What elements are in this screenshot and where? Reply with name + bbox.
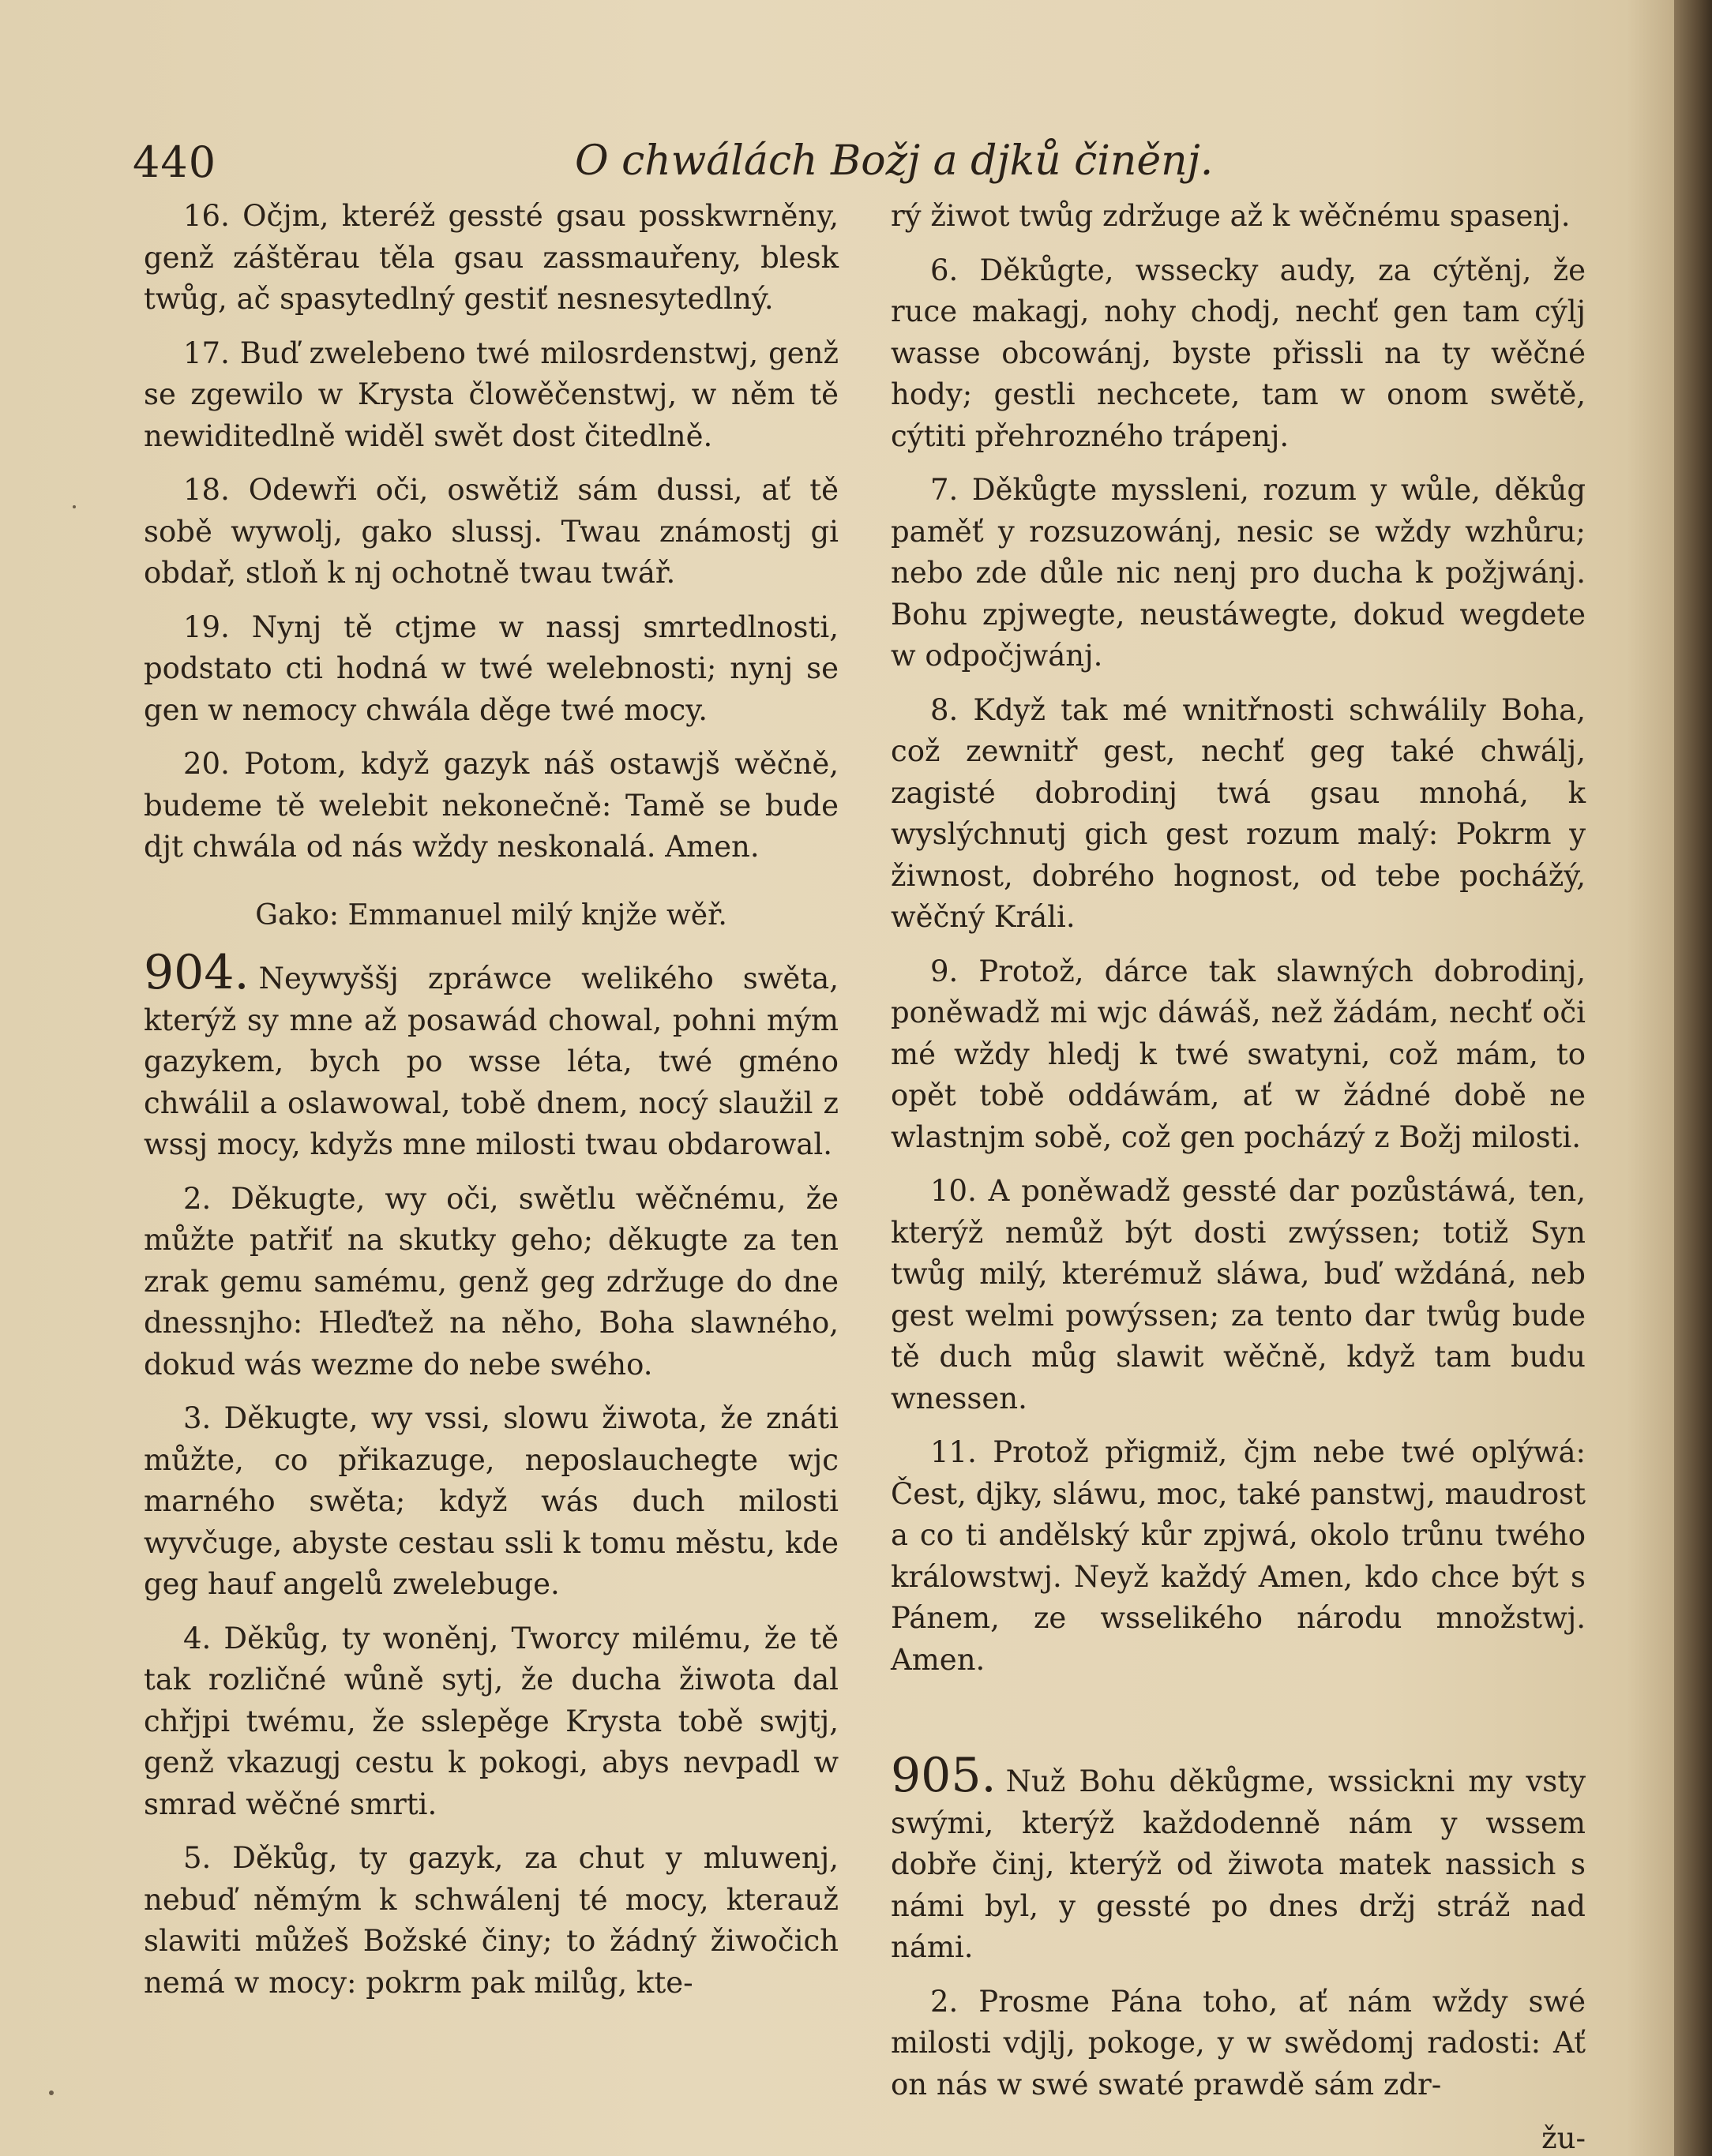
stanza-20: 20. Potom, když gazyk náš ostawjš wěčně, budeme tě welebit nekonečně: Tamě se bude djt chwála od nás wždy neskonalá. Amen. bbox=[144, 747, 839, 864]
stanza-16: 16. Očjm, kteréž gessté gsau posskwrněny, genž záštěrau těla gsau zassmauřeny, blesk twůg, ač spasytedlný gestiť nesnesytedlný. bbox=[144, 199, 839, 316]
stanza-19: 19. Nynj tě ctjme w nassj smrtedlnosti, podstato cti hodná w twé welebnosti; nynj se gen w nemocy chwála děge twé mocy. bbox=[144, 609, 839, 727]
melody-credit: Gako: Emmanuel milý knjže wěř. bbox=[255, 898, 727, 932]
paper-speck bbox=[49, 2090, 54, 2095]
hymn-904-verse-10: 10. A poněwadž gessté dar pozůstáwá, ten, kterýž nemůž být dosti zwýssen; totiž Syn twůg milý, kterémuž sláwa, buď wždáná, neb gest welmi powýssen; za tento dar twůg bude tě duch můg slawit wěčně, když tam budu wnessen. bbox=[891, 1174, 1586, 1415]
hymn-904-verse-5: 5. Děkůg, ty gazyk, za chut y mluwenj, nebuď němým k schwálenj té mocy, kterauž slawiti můžeš Božské činy; to žádný žiwočich nemá w mocy: pokrm pak milůg, kte- bbox=[144, 1841, 839, 2000]
stanza-17: 17. Buď zwelebeno twé milosrdenstwj, genž se zgewilo w Krysta člowěčenstwj, w něm tě newiditedlně widěl swět dost čitedlně. bbox=[144, 336, 839, 453]
paper-speck bbox=[73, 505, 76, 508]
right-column bbox=[891, 196, 1586, 2156]
hymn-904-verse-4: 4. Děkůg, ty woněnj, Tworcy milému, že tě tak rozličné wůně sytj, že ducha žiwota dal chřjpi twému, že sslepěge Krysta tobě swjtj, genž vkazugj cestu k pokogi, abys nevpadl w smrad wěčné smrti. bbox=[144, 1621, 839, 1821]
hymn-904-verse-5-continued: rý žiwot twůg zdržuge až k wěčnému spasenj. bbox=[891, 199, 1571, 233]
hymn-number-905: 905. bbox=[891, 1748, 997, 1803]
running-title: O chwálách Božj a djků činěnj. bbox=[575, 137, 1214, 185]
hymn-904-verse-1 bbox=[144, 945, 839, 1166]
hymn-904-verse-2: 2. Děkugte, wy oči, swětlu wěčnému, že můžte patřiť na skutky geho; děkugte za ten zrak gemu samému, genž geg zdržuge do dne dnessnjho: Hleďtež na něho, Boha slawného, dokud wás wezme do nebe swého. bbox=[144, 1181, 839, 1382]
hymn-904-verse-1-text: Neywyššj zpráwce welikého swěta, kterýž sy mne až posawád chowal, pohni mým gazykem, bych po wsse léta, twé gméno chwálil a oslawowal, tobě dnem, nocý slaužil z wssj mocy, kdyžs mne milosti twau obdarowal. bbox=[144, 962, 839, 1161]
hymn-number-904: 904. bbox=[144, 945, 250, 1000]
hymn-904-verse-11: 11. Protož přigmiž, čjm nebe twé oplýwá: Čest, djky, sláwu, moc, také panstwj, maudrost a co ti andělský kůr zpjwá, okolo trůnu twého králowstwj. Neyž každý Amen, kdo chce být s Pánem, ze wsselikého národu množstwj. Amen. bbox=[891, 1435, 1586, 1677]
hymn-904-verse-8: 8. Když tak mé wnitřnosti schwálily Boha, což zewnitř gest, nechť geg také chwálj, zagisté dobrodinj twá gsau mnohá, k wyslýchnutj gich gest rozum malý: Pokrm y žiwnost, dobrého hognost, od tebe pochážý, wěčný Králi. bbox=[891, 692, 1586, 934]
section-gap bbox=[891, 1693, 1586, 1739]
hymn-904-verse-3: 3. Děkugte, wy vssi, slowu žiwota, že znáti můžte, co přikazuge, neposlauchegte wjc marného swěta; když wás duch milosti wyvčuge, abyste cestau ssli k tomu městu, kde geg hauf angelů zwelebuge. bbox=[144, 1401, 839, 1601]
book-spine bbox=[1674, 0, 1712, 2156]
catchword: žu- bbox=[1541, 2121, 1586, 2155]
page-header bbox=[133, 133, 1214, 196]
hymn-904-verse-7: 7. Děkůgte myssleni, rozum y wůle, děkůg paměť y rozsuzowánj, nesic se wždy wzhůru; nebo zde důle nic nenj pro ducha k požjwánj. Bohu zpjwegte, neustáwegte, dokud wegdete w odpočjwánj. bbox=[891, 473, 1586, 673]
hymn-904-verse-9: 9. Protož, dárce tak slawných dobrodinj, poněwadž mi wjc dáwáš, než žádám, nechť oči mé wždy hledj k twé swatyni, což mám, to opět tobě oddáwám, ať w žádné době ne wlastnjm sobě, což gen pocházý z Božj milosti. bbox=[891, 954, 1586, 1154]
page-number: 440 bbox=[133, 137, 217, 187]
left-column bbox=[144, 196, 839, 2016]
hymn-905-verse-1-text: Nuž Bohu děkůgme, wssickni my vsty swými, kterýž každodenně nám y wssem dobře činj, kterýž od žiwota matek nassich s námi byl, y gessté po dnes držj stráž nad námi. bbox=[891, 1764, 1586, 1964]
hymn-905-verse-1 bbox=[891, 1748, 1586, 1969]
stanza-18: 18. Odewři oči, oswětiž sám dussi, ať tě sobě wywolj, gako slussj. Twau známostj gi obdař, stloň k nj ochotně twau twář. bbox=[144, 473, 839, 590]
hymn-905-verse-2: 2. Prosme Pána toho, ať nám wždy swé milosti vdjlj, pokoge, y w swědomj radosti: Ať on nás w swé swaté prawdě sám zdr- bbox=[891, 1984, 1586, 2102]
hymn-904-verse-6: 6. Děkůgte, wssecky audy, za cýtěnj, že ruce makagj, nohy chodj, nechť gen tam cýlj wasse obcowánj, byste přissli na ty wěčné hody; gestli nechcete, tam w onom swětě, cýtiti přehrozného trápenj. bbox=[891, 253, 1586, 453]
